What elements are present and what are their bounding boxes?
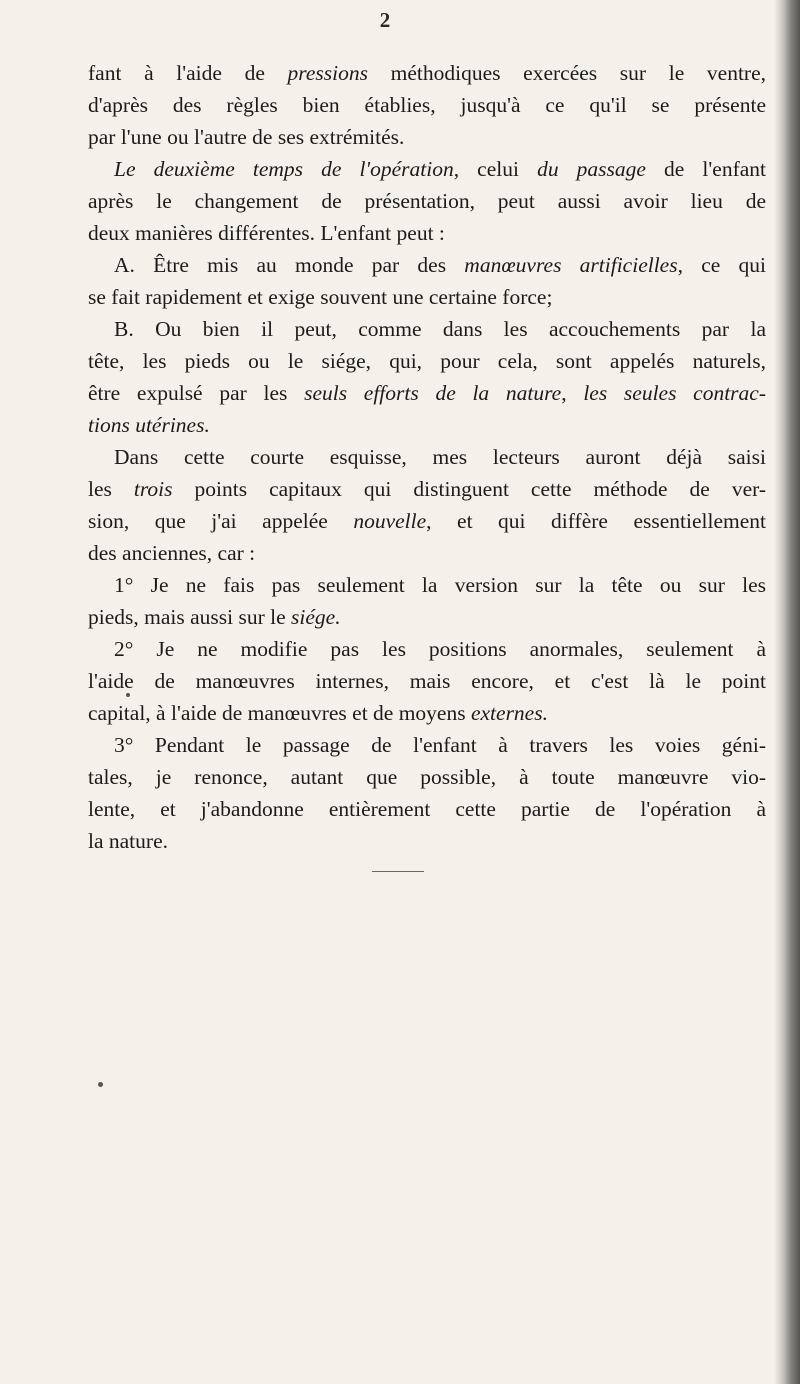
text-line xyxy=(88,601,766,633)
text-run: l'aide de manœuvres internes, mais encore, et c'est là le point xyxy=(88,669,766,693)
italic-run: tions utérines. xyxy=(88,413,210,437)
paragraph xyxy=(88,729,766,857)
italic-run: nouvelle xyxy=(353,509,427,533)
page-binding-shadow xyxy=(774,0,800,1384)
text-run: tête, les pieds ou le siége, qui, pour cela, sont appelés naturels, xyxy=(88,349,766,373)
text-line xyxy=(88,441,766,473)
text-line xyxy=(88,473,766,505)
italic-run: manœuvres artificielles xyxy=(464,253,678,277)
text-line xyxy=(88,793,766,825)
text-run: B. Ou bien il peut, comme dans les accouchements par la xyxy=(114,317,766,341)
text-run: se fait rapidement et exige souvent une certaine force; xyxy=(88,285,553,309)
italic-run: trois xyxy=(133,477,173,501)
text-line xyxy=(88,377,766,409)
text-run: points capitaux qui distinguent cette méthode de ver- xyxy=(172,477,767,501)
text-run: méthodiques exercées sur le ventre, xyxy=(367,61,767,85)
text-run: après le changement de présentation, peut aussi avoir lieu de xyxy=(88,189,766,213)
text-run: deux manières différentes. L'enfant peut : xyxy=(88,221,445,245)
text-run: les xyxy=(88,477,134,501)
text-line xyxy=(88,121,766,153)
text-line xyxy=(88,537,766,569)
text-line xyxy=(88,153,766,185)
text-run: par l'une ou l'autre de ses extrémités. xyxy=(88,125,405,149)
ink-speck xyxy=(126,693,130,697)
text-line xyxy=(88,57,766,89)
text-line xyxy=(88,761,766,793)
text-line xyxy=(88,313,766,345)
text-line xyxy=(88,89,766,121)
text-run: capital, à l'aide de manœuvres et de moyens xyxy=(88,701,471,725)
text-line xyxy=(88,217,766,249)
italic-run: Le deuxième temps de l'opération xyxy=(114,157,454,181)
italic-run: seuls efforts de la nature xyxy=(304,381,562,405)
text-line xyxy=(88,409,766,441)
text-run: , ce qui xyxy=(677,253,766,277)
paragraph xyxy=(88,313,766,441)
text-line xyxy=(88,281,766,313)
text-run: fant à l'aide de xyxy=(88,61,288,85)
paragraph xyxy=(88,633,766,729)
text-run: de l'enfant xyxy=(645,157,766,181)
text-run: , celui xyxy=(453,157,538,181)
page-number: 2 xyxy=(379,8,391,32)
paragraph xyxy=(88,249,766,313)
text-run: A. Être mis au monde par des xyxy=(114,253,465,277)
text-run: , xyxy=(561,381,584,405)
italic-run: externes. xyxy=(470,701,548,725)
text-line xyxy=(88,569,766,601)
text-line xyxy=(88,665,766,697)
text-line xyxy=(88,729,766,761)
paragraph xyxy=(88,569,766,633)
italic-run: les seules contrac- xyxy=(583,381,766,405)
text-run: la nature. xyxy=(88,829,168,853)
text-line xyxy=(88,345,766,377)
text-line xyxy=(88,185,766,217)
text-run: 1° Je ne fais pas seulement la version sur la tête ou sur les xyxy=(114,573,766,597)
text-line xyxy=(88,249,766,281)
italic-run: du passage xyxy=(537,157,646,181)
text-line xyxy=(88,505,766,537)
text-run: tales, je renonce, autant que possible, à toute manœuvre vio- xyxy=(88,765,766,789)
text-run: , et qui diffère essentiellement xyxy=(426,509,766,533)
text-run: 2° Je ne modifie pas les positions anormales, seulement à xyxy=(114,637,766,661)
section-rule xyxy=(372,871,424,872)
text-run: 3° Pendant le passage de l'enfant à travers les voies géni- xyxy=(114,733,766,757)
text-run: sion, que j'ai appelée xyxy=(88,509,354,533)
paragraph xyxy=(88,153,766,249)
italic-run: siége. xyxy=(291,605,341,629)
text-run: lente, et j'abandonne entièrement cette partie de l'opération à xyxy=(88,797,766,821)
text-line xyxy=(88,697,766,729)
text-run: d'après des règles bien établies, jusqu'à ce qu'il se présente xyxy=(88,93,766,117)
ink-speck xyxy=(98,1082,103,1087)
text-line xyxy=(88,825,766,857)
text-run: être expulsé par les xyxy=(88,381,305,405)
paragraph xyxy=(88,441,766,569)
italic-run: pressions xyxy=(287,61,368,85)
text-run: des anciennes, car : xyxy=(88,541,256,565)
text-run: pieds, mais aussi sur le xyxy=(88,605,292,629)
text-run: Dans cette courte esquisse, mes lecteurs auront déjà saisi xyxy=(114,445,766,469)
paragraph xyxy=(88,57,766,153)
body-text xyxy=(88,57,766,857)
text-line xyxy=(88,633,766,665)
